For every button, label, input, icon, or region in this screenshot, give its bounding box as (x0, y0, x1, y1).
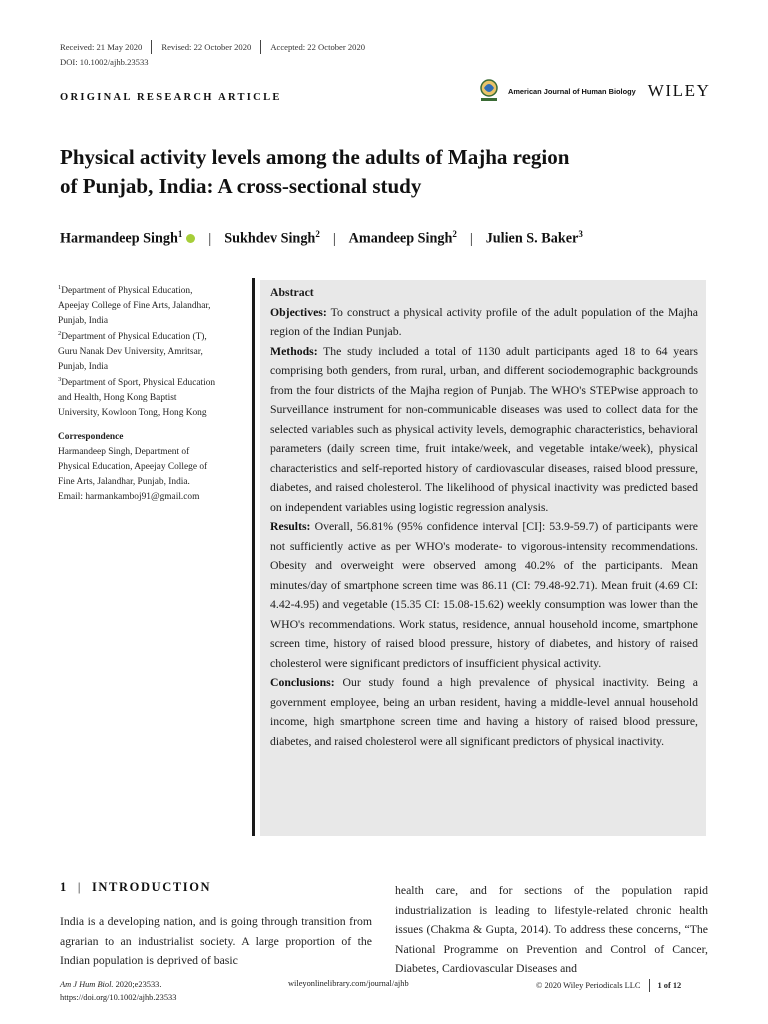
correspondence-email[interactable]: Email: harmankamboj91@gmail.com (58, 492, 200, 502)
abstract-conclusions: Conclusions: Our study found a high prevalence of physical inactivity. Being a government employee, being an urban resident, having a middle-level annual household income, high smartphone screen time and having a history of raised blood pressure, diabetes, and raised cholesterol were all significant predictors of physical inactivity. (270, 676, 698, 748)
author-name[interactable]: Julien S. Baker$^3$ (485, 229, 583, 247)
affiliation: $^3$Department of Sport, Physical Education and Health, Hong Kong Baptist University, Kowloon Tong, Hong Kong (58, 376, 216, 419)
orcid-icon[interactable] (186, 234, 195, 243)
accepted-date: Accepted: 22 October 2020 (270, 42, 366, 52)
divider (649, 979, 650, 992)
abstract-heading: Abstract (270, 286, 314, 299)
affiliation: $^1$Department of Physical Education, Apeejay College of Fine Arts, Jalandhar, Punjab, India (58, 284, 211, 327)
journal-branding (478, 78, 710, 104)
divider (151, 40, 152, 54)
author-name[interactable]: Amandeep Singh$^2$ (348, 229, 457, 247)
abstract-rule (252, 278, 255, 836)
article-dates (60, 40, 365, 54)
copyright: © 2020 Wiley Periodicals LLC (536, 981, 641, 990)
footer-site-link[interactable]: wileyonlinelibrary.com/journal/ajhb (288, 979, 409, 988)
author-separator: | (469, 230, 473, 247)
title-line: of Punjab, India: A cross-sectional study (60, 174, 422, 198)
body-text-right: health care, and for sections of the population rapid industrialization is leading to lifestyle-related chronic health issues (Chakma & Gupta, 2014). To address these concerns, “The National Programme on Prevention and Control of Cancer, Diabetes, Cardiovascular Diseases and (395, 884, 708, 975)
divider (260, 40, 261, 54)
author-separator: | (332, 230, 336, 247)
footer-doi-link[interactable]: https://doi.org/10.1002/ajhb.23533 (60, 992, 177, 1002)
publisher-logo: WILEY (647, 81, 711, 100)
abstract-results: Results: Overall, 56.81% (95% confidence interval [CI]: 53.9-59.7) of participants were not sufficiently active as per WHO's moderate- to vigorous-intensity recommendations. Obesity and overweight were observed among 40.2% of the participants. Mean minutes/day of smartphone screen time was 86.11 (CI: 79.48-92.71). Mean fruit (4.69 CI: 4.42-4.95) and vegetable (15.35 CI: 15.08-15.62) weekly consumption was lower than the WHO's recommendations. Work status, residence, annual household income, smartphone screen time, history of raised blood pressure, history of diabetes, and history of raised cholesterol were significant predictors of insufficient physical activity. (270, 520, 698, 670)
author-list (60, 229, 583, 248)
article-title (60, 143, 720, 201)
author-separator: | (208, 230, 212, 247)
title-line: Physical activity levels among the adults of Majha region (60, 145, 570, 169)
revised-date: Revised: 22 October 2020 (161, 42, 252, 52)
affiliation: $^2$Department of Physical Education (T), Guru Nanak Dev University, Amritsar, Punjab, India (58, 330, 207, 373)
abstract-objectives: Objectives: To construct a physical activity profile of the adult population of the Majha region of the Indian Punjab. (270, 305, 698, 338)
article-type: ORIGINAL RESEARCH ARTICLE (60, 92, 282, 103)
author-name[interactable]: Harmandeep Singh$^1$ (60, 229, 183, 247)
correspondence: Correspondence Harmandeep Singh, Department of Physical Education, Apeejay College of Fine Arts, Jalandhar, Punjab, India. Email: harmankamboj91@gmail.com (58, 432, 208, 502)
abstract-methods: Methods: The study included a total of 1130 adult participants aged 18 to 64 years comprising both genders, from rural, urban, and different sociodemographic backgrounds from the four districts of the Majha region of Punjab. The WHO's STEPwise approach to Surveillance instrument for non-communicable diseases was used to collect data for the selected variables such as physical activity levels, demographic characteristics, behavioral parameters (daily screen time, fruit intake/week, and vegetable intake/week), physical characteristics and self-reported history of cardiovascular diseases, raised blood pressure, diabetes, and raised cholesterol. The likelihood of physical inactivity was predicted based on independent variables using logistic regression analysis. (270, 344, 698, 514)
journal-name: American Journal of Human Biology (508, 86, 636, 96)
received-date: Received: 21 May 2020 (60, 42, 143, 52)
abstract (270, 283, 698, 751)
doi[interactable]: DOI: 10.1002/ajhb.23533 (60, 57, 149, 67)
footer-right (536, 979, 681, 992)
author-name[interactable]: Sukhdev Singh$^2$ (224, 229, 320, 247)
body-text-left: India is a developing nation, and is going through transition from agrarian to an industrialist society. A large proportion of the Indian population is deprived of basic (60, 915, 372, 967)
page-number: 1 of 12 (657, 981, 682, 990)
footer-citation: Am J Hum Biol. 2020;e23533. https://doi.org/10.1002/ajhb.23533 (60, 980, 177, 1002)
section-heading: 1 | INTRODUCTION (60, 880, 212, 894)
correspondence-heading: Correspondence (58, 432, 124, 442)
journal-logo-icon (478, 78, 500, 104)
